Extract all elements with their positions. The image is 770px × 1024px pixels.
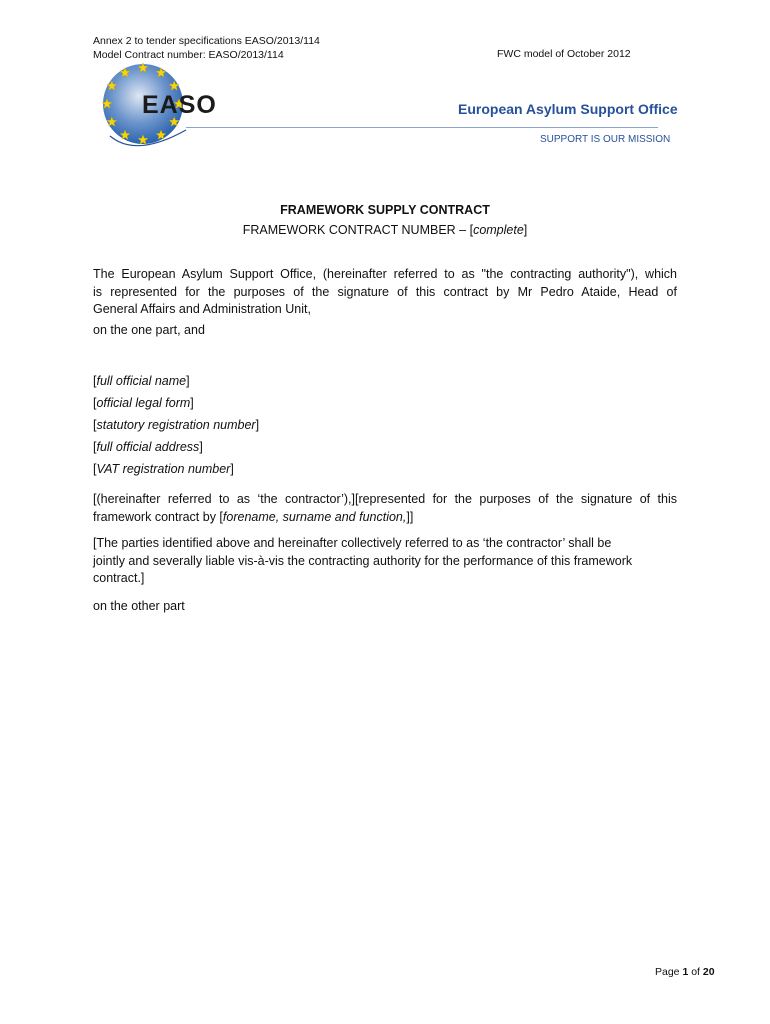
organisation-name: European Asylum Support Office [458, 101, 678, 117]
other-part-text: on the other part [93, 599, 185, 613]
placeholder-vat-number: [VAT registration number] [93, 462, 234, 476]
placeholder-official-address: [full official address] [93, 440, 203, 454]
header-model: FWC model of October 2012 [497, 48, 631, 60]
intro-paragraph: The European Asylum Support Office, (hereinafter referred to as "the contracting authority"), which is represented for the purposes of the signature of this contract by Mr Pedro Ataide, Head of General Affairs and Administration Unit, [93, 267, 677, 316]
contract-title: FRAMEWORK SUPPLY CONTRACT [280, 203, 490, 217]
header-divider [186, 127, 658, 128]
header-contract-number: Model Contract number: EASO/2013/114 [93, 48, 284, 61]
parties-paragraph: [The parties identified above and hereinafter collectively referred to as ‘the contractor’ shall be jointly and severally liable vis-à-vis the contracting authority for the performance of this framework contract.] [93, 536, 633, 585]
contractor-paragraph: [(hereinafter referred to as ‘the contractor’),][represented for the purposes of the signature of this framework contract by [forename, surname and function,]] [93, 492, 677, 524]
header-annex: Annex 2 to tender specifications EASO/2013/114 [93, 35, 320, 47]
placeholder-official-name: [full official name] [93, 374, 190, 388]
placeholder-legal-form: [official legal form] [93, 396, 194, 410]
page-footer: Page 1 of 20 [655, 966, 715, 978]
placeholder-registration-number: [statutory registration number] [93, 418, 260, 432]
easo-acronym: EASO [142, 91, 217, 119]
contract-number-line: FRAMEWORK CONTRACT NUMBER – [complete] [242, 223, 528, 237]
mission-tagline: SUPPORT IS OUR MISSION [540, 134, 671, 145]
one-part-text: on the one part, and [93, 323, 205, 337]
